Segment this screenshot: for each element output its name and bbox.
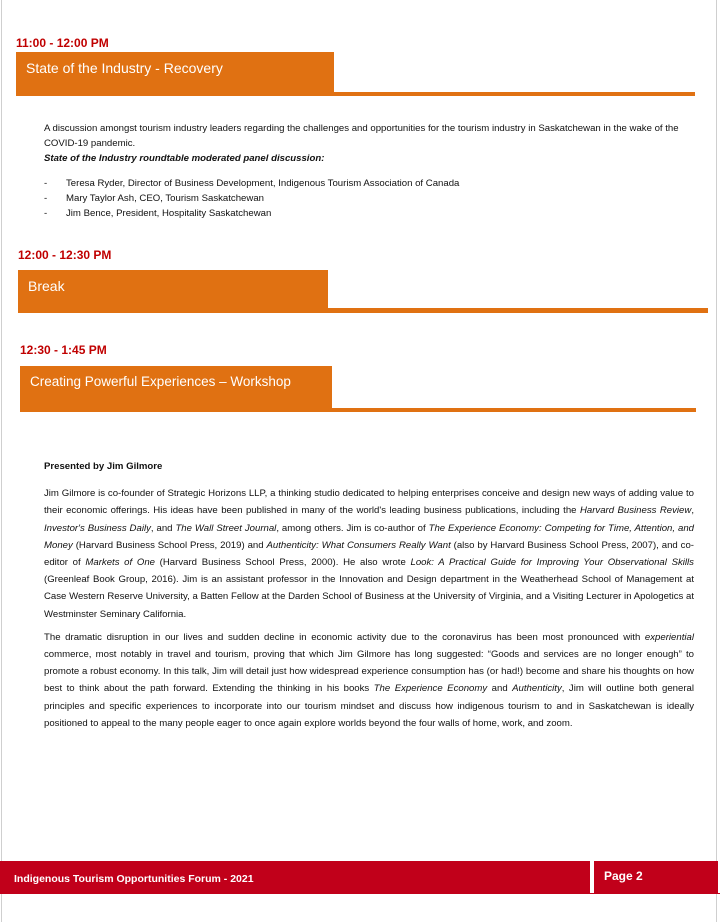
page-number: Page 2 [604,869,643,883]
session-time: 11:00 - 12:00 PM [16,36,109,50]
paragraph-text: , and [150,522,176,534]
paragraph-text: , [691,505,694,517]
section-rule [16,92,695,96]
paragraph-text: , Jim will outline both general principles and specific experiences to incorporate into our tourism mindset and discuss how indigenous tourism to and in Saskatchewan is ideally positioned to appeal to the many people eager to once again explore worlds beyond the four walls of home, work, and zoom. [44,683,694,729]
description-text: A discussion amongst tourism industry leaders regarding the challenges and opportunities for the tourism industry in Saskatchewan in the wake of the COVID-19 pandemic. [44,123,679,149]
paragraph-text: (Harvard Business School Press, 2019) and [72,539,267,551]
session-title-band [16,52,334,92]
session-description [44,121,684,221]
paragraph-text: The dramatic disruption in our lives and sudden decline in economic activity due to the coronavirus has been most pronounced with [44,631,645,643]
list-item: - Jim Bence, President, Hospitality Saskatchewan [44,206,684,221]
paragraph-text: (also by Harvard Business School Press, 2007), and co-editor of [44,539,694,569]
session-time: 12:30 - 1:45 PM [20,343,107,357]
paragraph-text: , among others. Jim is co-author of [276,522,429,534]
section-rule [18,308,708,313]
paragraph-text: commerce, most notably in travel and tourism, proving that which Jim Gilmore has long suggested: “Goods and services are no longer enough” to promote a robust economy. In this talk, Jim will detail just how widespread experience consumption has (or had!) become and share his thoughts on how best to think about the path forward. Extending the thinking in his books [44,649,694,695]
session-body [44,458,694,738]
session-title: State of the Industry - Recovery [26,60,223,76]
italic-title-text: Authenticity [512,683,562,695]
session-title-band [20,366,332,410]
presenter-bio [44,485,694,623]
italic-title-text: Look: A Practical Guide for Improving Your Observational Skills [410,557,694,569]
panelist-list [44,176,684,221]
talk-description [44,629,694,732]
italic-title-text: Investor's Business Daily [44,522,151,534]
session-title: Break [28,278,65,294]
footer-event-banner [0,861,590,893]
paragraph-text: and [487,683,513,695]
italic-title-text: The Experience Economy [373,683,488,695]
session-time: 12:00 - 12:30 PM [18,248,112,262]
paragraph-text: (Greenleaf Book Group, 2016). Jim is an assistant professor in the Innovation and Design department in the Weatherhead School of Management at Case Western Reserve University, a Batten Fellow at the Darden School of Business at the University of Virginia, and a Visiting Lecturer in Apologetics at Westminster Seminary California. [44,574,694,620]
italic-title-text: experiential [644,631,694,643]
italic-title-text: Markets of One [85,557,155,569]
section-rule [20,408,696,412]
italic-title-text: Harvard Business Review [579,505,692,517]
session-title-band [18,270,328,308]
footer-event: Indigenous Tourism Opportunities Forum - 2021 [14,873,254,885]
paragraph-text: (Harvard Business School Press, 2000). He also wrote [155,557,411,569]
list-item: - Teresa Ryder, Director of Business Development, Indigenous Tourism Association of Canada [44,176,684,191]
list-item: - Mary Taylor Ash, CEO, Tourism Saskatchewan [44,191,684,206]
paragraph-text: Jim Gilmore is co-founder of Strategic Horizons LLP, a thinking studio dedicated to helping enterprises conceive and design new ways of adding value to their economic offerings. His ideas have been published in many of the world's leading business publications, including the [44,488,694,517]
footer-page-banner [594,861,718,893]
panel-subtitle: State of the Industry roundtable moderated panel discussion: [44,153,325,164]
footer-rule [0,893,720,894]
presenter: Presented by Jim Gilmore [44,461,163,472]
italic-title-text: The Experience Economy: Competing for Time, Attention, and Money [44,522,694,551]
italic-title-text: The Wall Street Journal [175,522,277,534]
italic-title-text: Authenticity: What Consumers Really Want [266,539,451,551]
session-title: Creating Powerful Experiences – Workshop [30,374,291,389]
